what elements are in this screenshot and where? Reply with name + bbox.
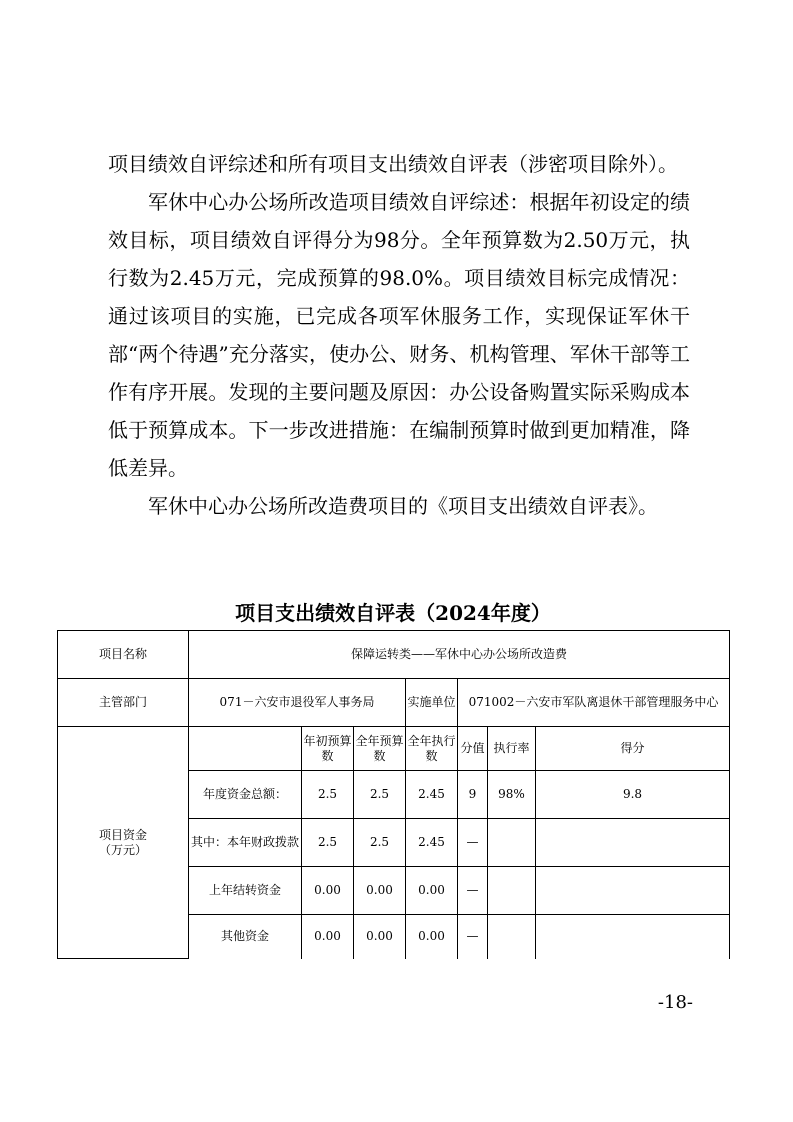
funds-label: 项目资金（万元） xyxy=(58,727,189,959)
row-label: 其中：本年财政拨款 xyxy=(189,819,302,867)
row-score-value: 9 xyxy=(458,771,488,819)
header-score: 得分 xyxy=(536,727,730,771)
row-label: 上年结转资金 xyxy=(189,867,302,915)
row-initial: 2.5 xyxy=(302,819,354,867)
row-rate xyxy=(488,819,536,867)
paragraph-intro: 项目绩效自评综述和所有项目支出绩效自评表（涉密项目除外）。 xyxy=(108,152,678,176)
row-rate xyxy=(488,867,536,915)
row-label: 年度资金总额： xyxy=(189,771,302,819)
row-label: 其他资金 xyxy=(189,915,302,959)
header-score-value: 分值 xyxy=(458,727,488,771)
unit-label: 实施单位 xyxy=(406,679,458,727)
header-initial-budget: 年初预算数 xyxy=(302,727,354,771)
dept-label: 主管部门 xyxy=(58,679,189,727)
paragraph-table-reference: 军休中心办公场所改造费项目的《项目支出绩效自评表》。 xyxy=(148,494,658,518)
performance-evaluation-table xyxy=(57,630,730,959)
row-initial: 0.00 xyxy=(302,867,354,915)
row-rate: 98% xyxy=(488,771,536,819)
row-score xyxy=(536,819,730,867)
table-row xyxy=(58,727,730,771)
table-row xyxy=(58,679,730,727)
row-score-value: — xyxy=(458,867,488,915)
row-initial: 0.00 xyxy=(302,915,354,959)
project-name-label: 项目名称 xyxy=(58,631,189,679)
row-executed: 2.45 xyxy=(406,819,458,867)
row-score-value: — xyxy=(458,915,488,959)
header-annual-budget: 全年预算数 xyxy=(354,727,406,771)
dept-value: 071－六安市退役军人事务局 xyxy=(189,679,406,727)
row-score xyxy=(536,915,730,959)
row-score xyxy=(536,867,730,915)
blank-header-cell xyxy=(189,727,302,771)
row-score-value: — xyxy=(458,819,488,867)
header-annual-executed: 全年执行数 xyxy=(406,727,458,771)
table-row xyxy=(58,631,730,679)
project-name-value: 保障运转类——军休中心办公场所改造费 xyxy=(189,631,730,679)
row-executed: 2.45 xyxy=(406,771,458,819)
row-annual: 2.5 xyxy=(354,819,406,867)
table-title: 项目支出绩效自评表（2024年度） xyxy=(235,601,551,625)
row-rate xyxy=(488,915,536,959)
row-initial: 2.5 xyxy=(302,771,354,819)
row-annual: 2.5 xyxy=(354,771,406,819)
row-annual: 0.00 xyxy=(354,915,406,959)
page-number: -18- xyxy=(657,992,693,1013)
row-annual: 0.00 xyxy=(354,867,406,915)
paragraph-summary: 军休中心办公场所改造项目绩效自评综述：根据年初设定的绩效目标，项目绩效自评得分为98分。全年预算数为2.50万元，执行数为2.45万元，完成预算的98.0%。项目绩效目标完成情况：通过该项目的实施，已完成各项军休服务工作，实现保证军休干部“两个待遇”充分落实，使办公、财务、机构管理、军休干部等工作有序开展。发现的主要问题及原因：办公设备购置实际采购成本低于预算成本。下一步改进措施：在编制预算时做到更加精准，降低差异。 xyxy=(108,190,690,480)
row-executed: 0.00 xyxy=(406,915,458,959)
unit-value: 071002－六安市军队离退休干部管理服务中心 xyxy=(458,679,730,727)
row-score: 9.8 xyxy=(536,771,730,819)
header-execution-rate: 执行率 xyxy=(488,727,536,771)
row-executed: 0.00 xyxy=(406,867,458,915)
